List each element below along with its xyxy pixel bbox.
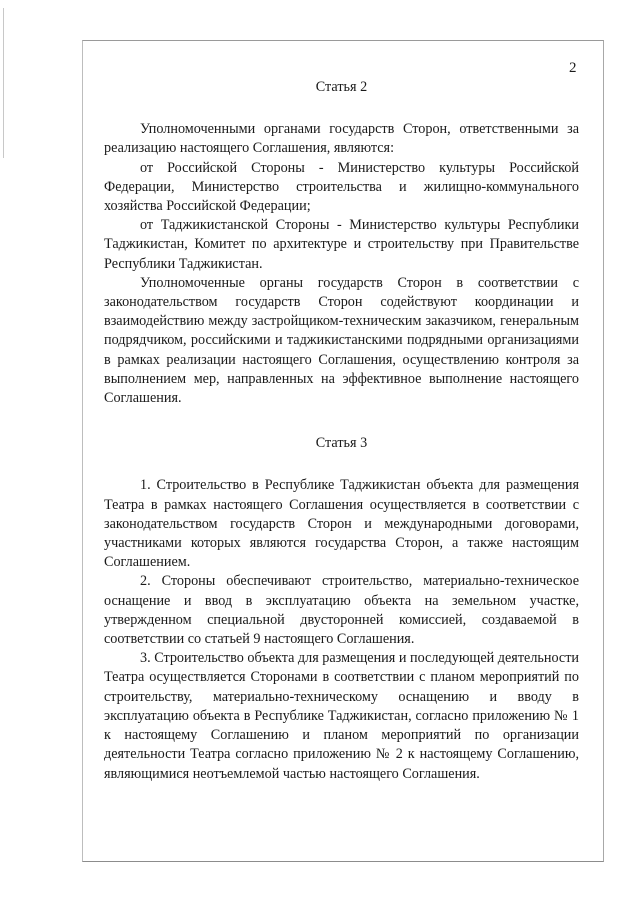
scan-margin-line: [3, 8, 4, 158]
document-body: [104, 78, 579, 784]
article-2-title: Статья 2: [315, 79, 368, 95]
article-2-body: [104, 120, 579, 408]
article-3-paragraph: 1. Строительство в Республике Таджикистан объекта для размещения Театра в рамках настоящего Соглашения осуществляется в соответствии с законодательством государств Сторон и международными договорами, участниками которых являются государства Сторон, а также настоящим Соглашением.: [104, 477, 579, 571]
article-2-paragraph: от Таджикистанской Стороны - Министерство культуры Республики Таджикистан, Комитет по архитектуре и строительству при Правительстве Республики Таджикистан.: [104, 217, 579, 272]
article-2-paragraph: от Российской Стороны - Министерство культуры Российской Федерации, Министерство строительства и жилищно-коммунального хозяйства Российской Федерации;: [104, 159, 579, 215]
article-2-paragraph: Уполномоченными органами государств Сторон, ответственными за реализацию настоящего Соглашения, являются:: [104, 121, 579, 157]
article-3-title: Статья 3: [315, 435, 368, 452]
article-3-paragraph: 3. Строительство объекта для размещения и последующей деятельности Театра осуществляется Сторонами в соответствии с планом мероприятий по строительству, материально-техническому оснащению и вводу в эксплуатацию объекта в Республике Таджикистан, согласно приложению № 1 к настоящему Соглашению и планом мероприятий по организации деятельности Театра согласно приложению № 2 к настоящему Соглашению, являющимися неотъемлемой частью настоящего Соглашения.: [104, 650, 579, 782]
page-number: 2: [569, 60, 577, 76]
article-2-paragraph: Уполномоченные органы государств Сторон в соответствии с законодательством государств Сторон содействуют координации и взаимодействию между застройщиком-техническим заказчиком, генеральным подрядчиком, российскими и таджикистанскими подрядными организациями в рамках реализации настоящего Соглашения, осуществлению контроля за выполнением мер, направленных на эффективное выполнение настоящего Соглашения.: [104, 274, 579, 407]
article-3-body: [104, 476, 579, 783]
article-3-paragraph: 2. Стороны обеспечивают строительство, материально-техническое оснащение и ввод в эксплуатацию объекта на земельном участке, утвержденном специальной двусторонней комиссией, создаваемой в соответствии со статьей 9 настоящего Соглашения.: [104, 573, 579, 648]
